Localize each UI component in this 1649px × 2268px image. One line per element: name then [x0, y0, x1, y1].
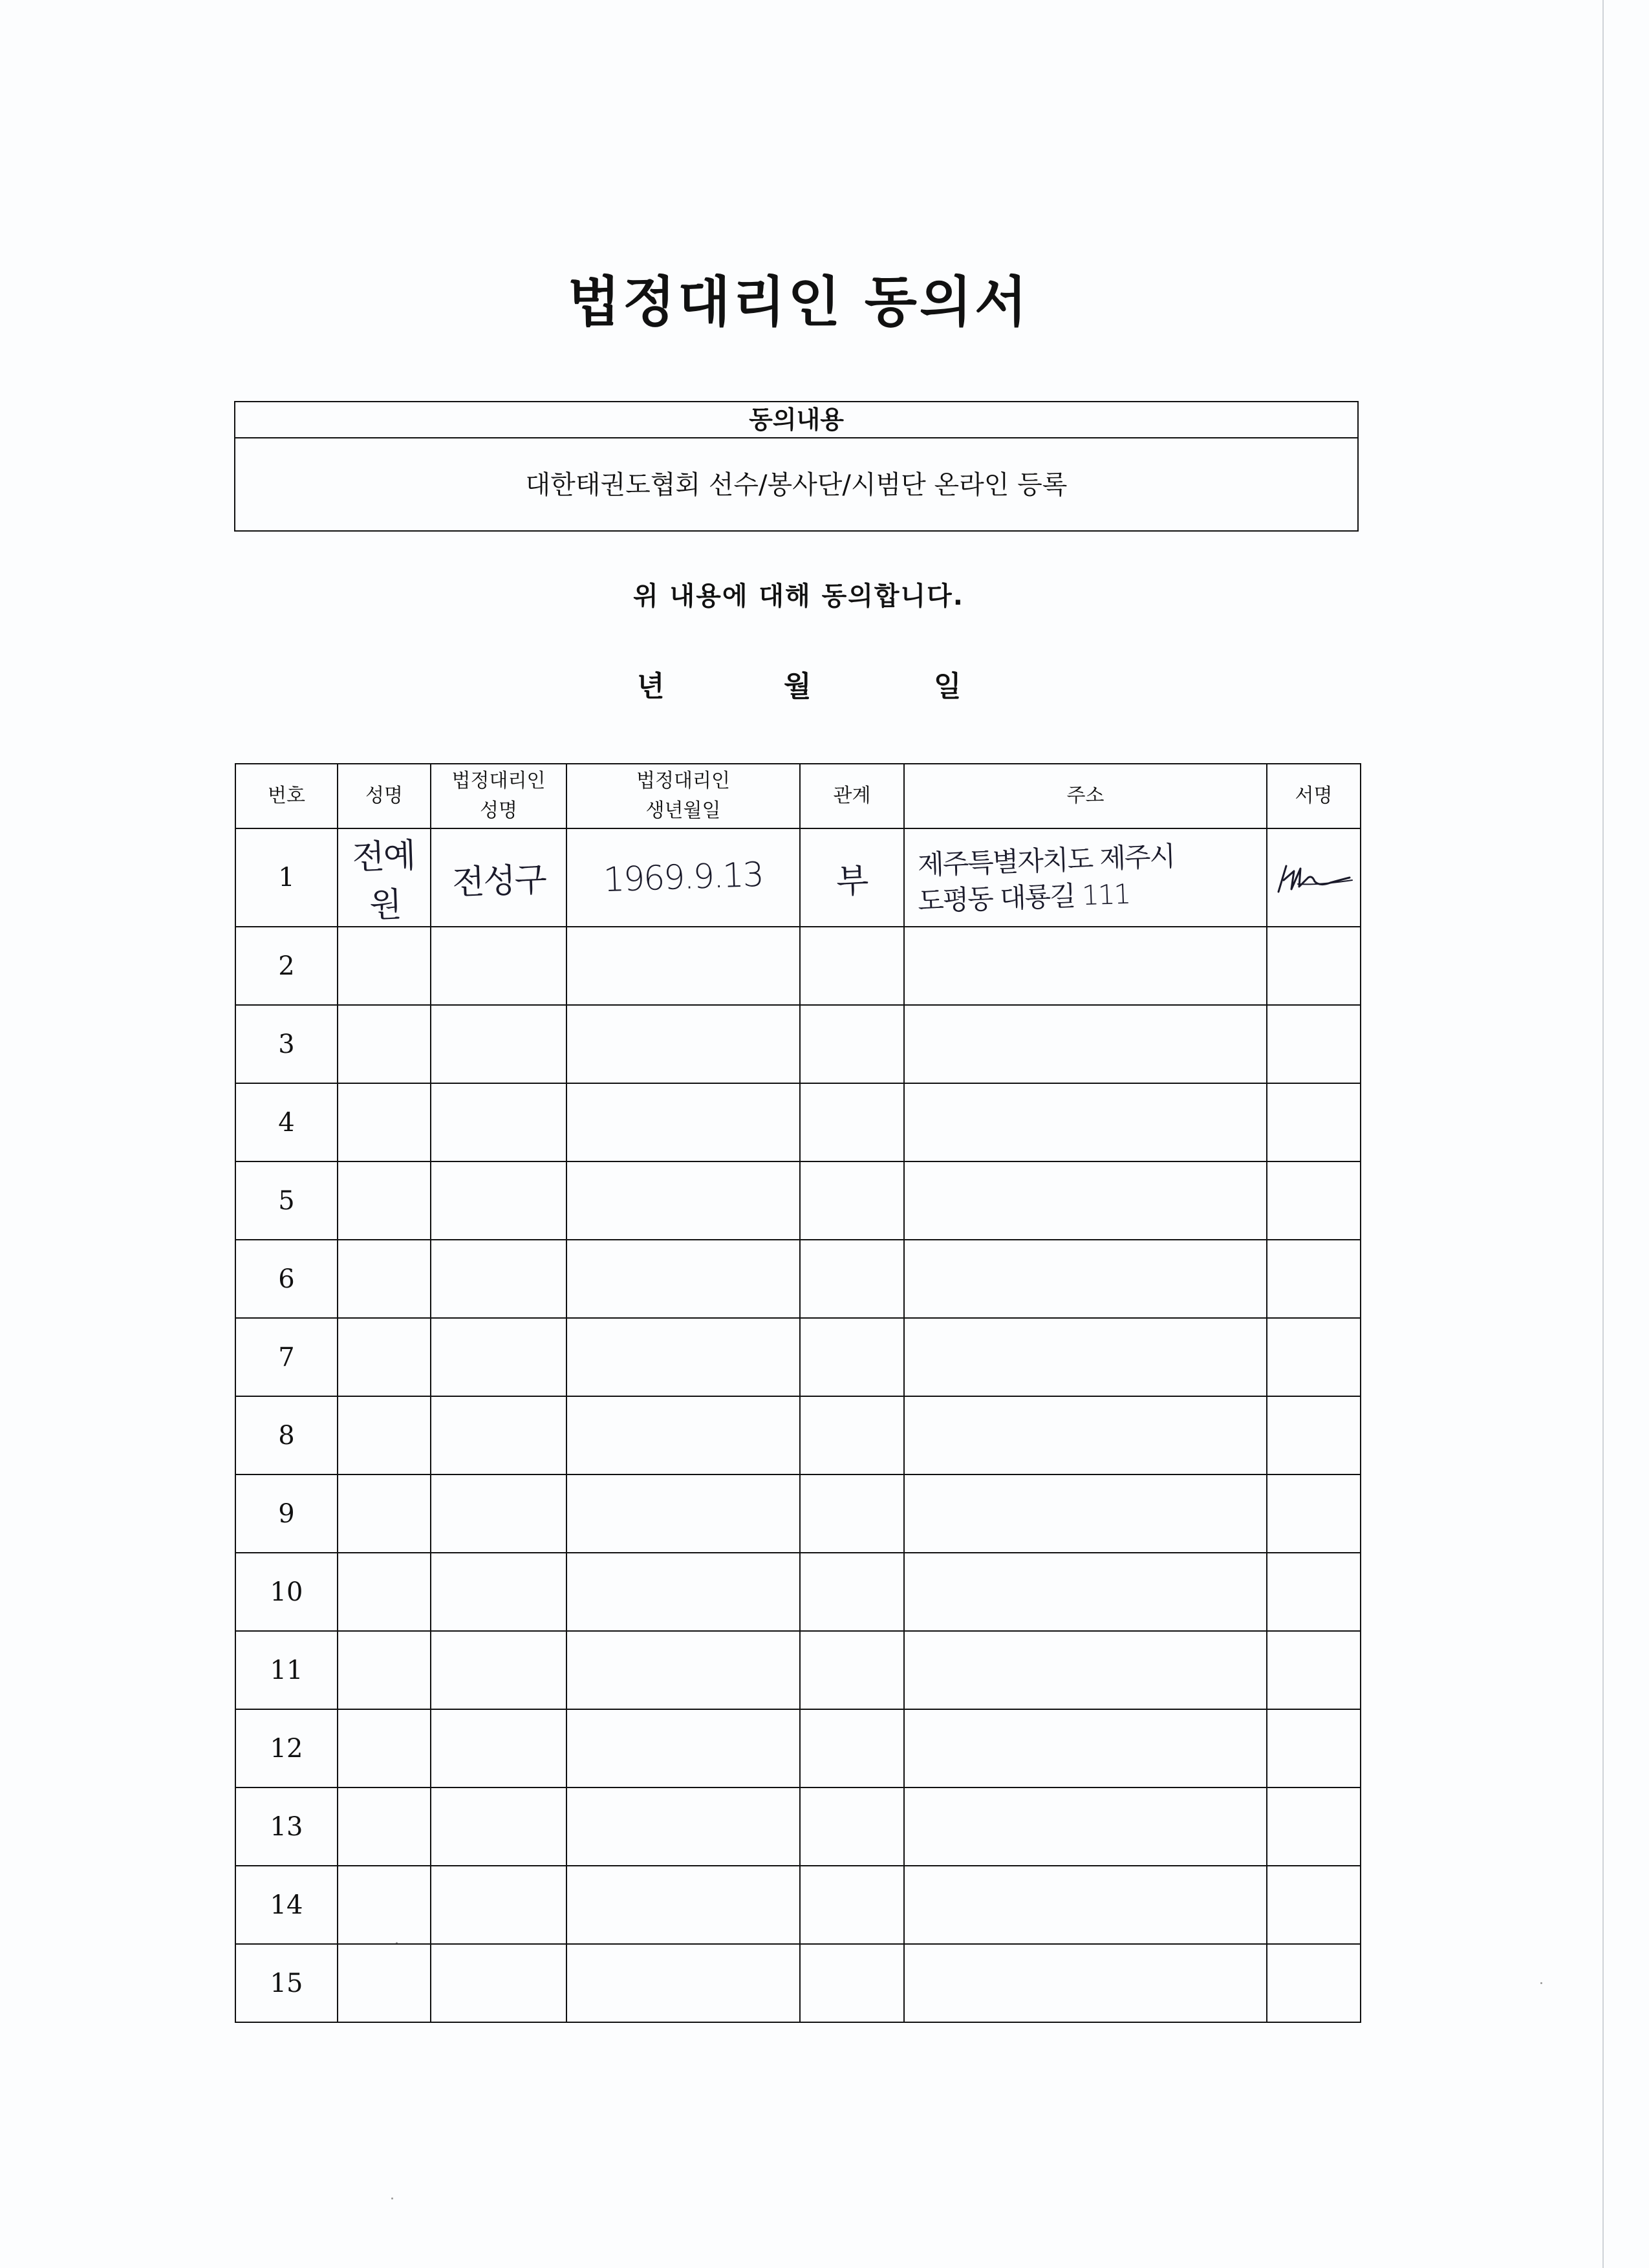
document-title: 법정대리인 동의서	[567, 270, 1030, 334]
consent-box	[234, 401, 1359, 532]
header-guardian-birth-line1: 법정대리인	[636, 770, 730, 792]
cell-guardian-birth	[566, 1474, 800, 1553]
cell-guardian-name	[431, 1553, 566, 1631]
cell-name	[338, 1866, 431, 1944]
row-number: 2	[235, 927, 338, 1005]
cell-guardian-birth	[566, 927, 800, 1005]
header-guardian-birth	[566, 764, 800, 828]
cell-name	[338, 1240, 431, 1318]
table-row	[235, 1631, 1361, 1709]
cell-guardian-name	[431, 1005, 566, 1083]
cell-relation	[800, 1240, 904, 1318]
header-name: 성명	[338, 764, 431, 828]
cell-name	[338, 1161, 431, 1240]
cell-relation	[800, 1474, 904, 1553]
header-number: 번호	[235, 764, 338, 828]
date-day-label: 일	[934, 670, 962, 703]
cell-guardian-name	[431, 1474, 566, 1553]
cell-guardian-birth	[566, 1396, 800, 1474]
cell-signature	[1267, 927, 1361, 1005]
cell-signature	[1267, 1553, 1361, 1631]
cell-name	[338, 828, 431, 927]
cell-guardian-birth	[566, 1866, 800, 1944]
table-row	[235, 1005, 1361, 1083]
handwritten-signature	[1272, 858, 1356, 897]
cell-address	[904, 1083, 1267, 1161]
table-row	[235, 1318, 1361, 1396]
guardian-table	[235, 763, 1361, 2023]
cell-address	[904, 1396, 1267, 1474]
row-number: 6	[235, 1240, 338, 1318]
header-guardian-birth-line2: 생년월일	[645, 799, 721, 822]
row-number: 3	[235, 1005, 338, 1083]
cell-guardian-name	[431, 1161, 566, 1240]
cell-name	[338, 1083, 431, 1161]
cell-guardian-birth	[566, 1553, 800, 1631]
cell-signature	[1267, 1083, 1361, 1161]
consent-header: 동의내용	[235, 402, 1357, 438]
scan-page-edge	[1602, 0, 1604, 2268]
cell-signature	[1267, 1631, 1361, 1709]
cell-name	[338, 1005, 431, 1083]
cell-relation	[800, 828, 904, 927]
cell-signature	[1267, 1944, 1361, 2022]
table-row	[235, 1161, 1361, 1240]
cell-signature	[1267, 1161, 1361, 1240]
cell-guardian-birth	[566, 1161, 800, 1240]
header-signature: 서명	[1267, 764, 1361, 828]
cell-guardian-birth	[566, 1944, 800, 2022]
row-number: 12	[235, 1709, 338, 1787]
cell-guardian-name	[431, 1240, 566, 1318]
cell-relation	[800, 1161, 904, 1240]
cell-address	[904, 1553, 1267, 1631]
row-number: 9	[235, 1474, 338, 1553]
cell-guardian-birth	[566, 1083, 800, 1161]
cell-address	[904, 927, 1267, 1005]
cell-relation	[800, 1083, 904, 1161]
cell-relation	[800, 1553, 904, 1631]
cell-guardian-name	[431, 1866, 566, 1944]
cell-address	[904, 1631, 1267, 1709]
cell-address	[904, 1474, 1267, 1553]
cell-signature	[1267, 1866, 1361, 1944]
cell-signature	[1267, 1709, 1361, 1787]
cell-guardian-birth	[566, 1709, 800, 1787]
cell-address	[904, 1787, 1267, 1866]
header-guardian-name-line2: 성명	[480, 799, 517, 822]
cell-guardian-name	[431, 1318, 566, 1396]
cell-name	[338, 1944, 431, 2022]
cell-guardian-birth	[566, 1318, 800, 1396]
cell-guardian-name	[431, 927, 566, 1005]
consent-body: 대한태권도협회 선수/봉사단/시범단 온라인 등록	[525, 470, 1068, 500]
row-number: 7	[235, 1318, 338, 1396]
cell-signature	[1267, 1005, 1361, 1083]
cell-relation	[800, 927, 904, 1005]
handwritten-relation: 부	[835, 861, 868, 902]
cell-guardian-birth	[566, 1005, 800, 1083]
cell-guardian-name	[431, 828, 566, 927]
cell-relation	[800, 1944, 904, 2022]
cell-signature	[1267, 1474, 1361, 1553]
cell-address	[904, 1866, 1267, 1944]
agreement-statement: 위 내용에 대해 동의합니다.	[632, 581, 964, 611]
handwritten-address-line1: 제주특별자치도 제주시	[917, 840, 1175, 881]
handwritten-name: 전예원	[351, 836, 416, 925]
cell-address	[904, 1161, 1267, 1240]
cell-guardian-name	[431, 1083, 566, 1161]
table-row	[235, 1787, 1361, 1866]
cell-relation	[800, 1005, 904, 1083]
cell-name	[338, 1553, 431, 1631]
handwritten-address-line2: 도평동 대룡길 111	[917, 878, 1131, 918]
cell-guardian-birth	[566, 1631, 800, 1709]
header-address: 주소	[904, 764, 1267, 828]
row-number: 13	[235, 1787, 338, 1866]
cell-name	[338, 1787, 431, 1866]
cell-relation	[800, 1709, 904, 1787]
header-guardian-name-line1: 법정대리인	[451, 770, 546, 792]
cell-relation	[800, 1631, 904, 1709]
table-header-row	[235, 764, 1361, 828]
scan-speck	[1540, 1982, 1542, 1984]
cell-name	[338, 1318, 431, 1396]
date-year-label: 년	[637, 670, 665, 703]
row-number: 5	[235, 1161, 338, 1240]
cell-guardian-birth	[566, 828, 800, 927]
cell-address	[904, 828, 1267, 927]
table-row	[235, 1474, 1361, 1553]
cell-name	[338, 1396, 431, 1474]
cell-address	[904, 1005, 1267, 1083]
cell-guardian-name	[431, 1944, 566, 2022]
cell-name	[338, 1709, 431, 1787]
row-number: 10	[235, 1553, 338, 1631]
cell-signature	[1267, 828, 1361, 927]
cell-address	[904, 1709, 1267, 1787]
cell-relation	[800, 1318, 904, 1396]
row-number: 11	[235, 1631, 338, 1709]
cell-name	[338, 1631, 431, 1709]
row-number: 14	[235, 1866, 338, 1944]
table-row	[235, 1866, 1361, 1944]
cell-relation	[800, 1787, 904, 1866]
cell-guardian-name	[431, 1787, 566, 1866]
table-row	[235, 927, 1361, 1005]
handwritten-guardian-birth: 1969.9.13	[603, 855, 764, 900]
cell-signature	[1267, 1787, 1361, 1866]
header-guardian-name	[431, 764, 566, 828]
cell-guardian-birth	[566, 1787, 800, 1866]
cell-guardian-name	[431, 1709, 566, 1787]
cell-address	[904, 1318, 1267, 1396]
cell-guardian-birth	[566, 1240, 800, 1318]
date-month-label: 월	[784, 670, 812, 703]
cell-signature	[1267, 1318, 1361, 1396]
table-row	[235, 1553, 1361, 1631]
row-number: 1	[235, 828, 338, 927]
row-number: 8	[235, 1396, 338, 1474]
cell-name	[338, 927, 431, 1005]
row-number: 4	[235, 1083, 338, 1161]
table-row	[235, 1396, 1361, 1474]
table-row	[235, 1709, 1361, 1787]
row-number: 15	[235, 1944, 338, 2022]
cell-relation	[800, 1396, 904, 1474]
cell-guardian-name	[431, 1396, 566, 1474]
cell-name	[338, 1474, 431, 1553]
handwritten-guardian-name: 전성구	[451, 859, 546, 903]
cell-signature	[1267, 1240, 1361, 1318]
table-row	[235, 828, 1361, 927]
table-row	[235, 1944, 1361, 2022]
cell-signature	[1267, 1396, 1361, 1474]
header-relation: 관계	[800, 764, 904, 828]
table-row	[235, 1240, 1361, 1318]
table-row	[235, 1083, 1361, 1161]
cell-guardian-name	[431, 1631, 566, 1709]
cell-relation	[800, 1866, 904, 1944]
cell-address	[904, 1240, 1267, 1318]
scan-speck	[391, 2198, 393, 2199]
cell-address	[904, 1944, 1267, 2022]
